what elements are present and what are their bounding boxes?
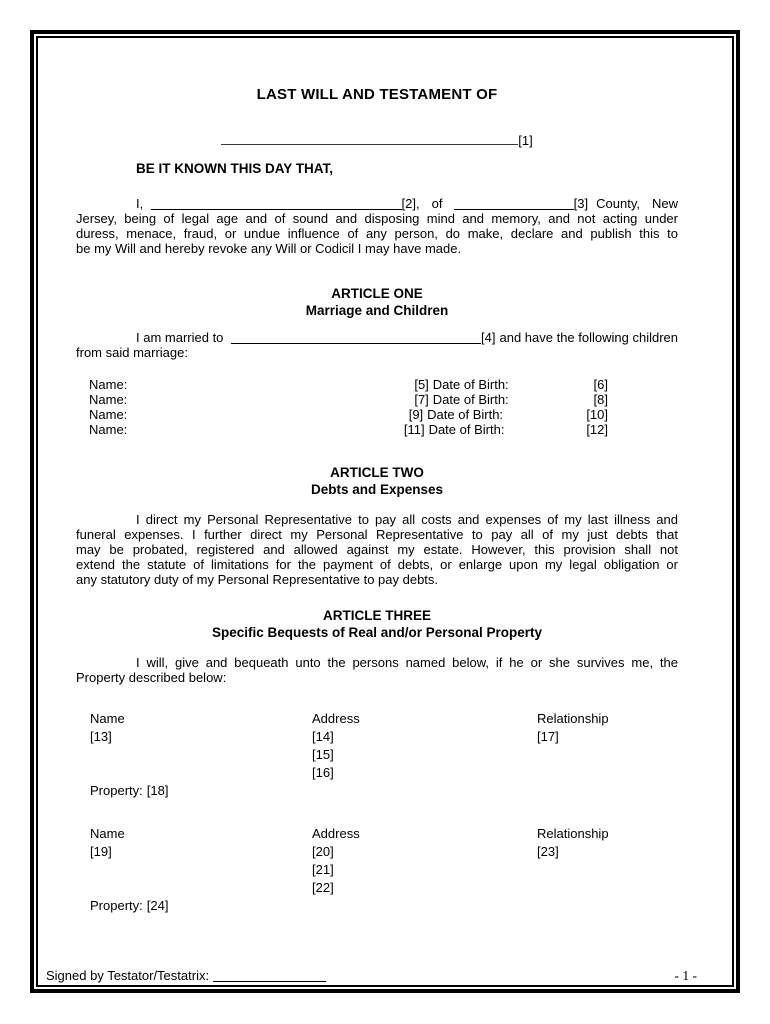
field-ref-11: [11] [403,422,425,437]
article-two-heading: ARTICLE TWO [330,465,424,480]
blank-line-4 [231,331,481,344]
field-ref-20: [20] [312,844,334,859]
field-ref-5: [5] [414,377,429,392]
bequest1-name-column [90,710,312,782]
article-three-subheading: Specific Bequests of Real and/or Personal Property [211,625,543,640]
field-ref-3: [3] [573,196,589,211]
bequest1-property-line [90,782,678,800]
marriage-tail: and have the following children [499,330,678,345]
debts-line-5: any statutory duty of my Personal Representative to pay debts. [76,572,439,587]
field-ref-6: [6] [593,377,608,392]
article-one-subheading: Marriage and Children [305,303,449,318]
bequest2-property-line [90,897,678,915]
signature-blank-line [213,969,326,982]
child-name-label: Name: [89,377,128,392]
field-ref-21: [21] [312,862,334,877]
child-row [89,392,608,407]
child-name-label: Name: [89,407,128,422]
bequest-table-2 [90,825,678,897]
child-row [89,422,608,437]
page-outer-border [30,30,740,993]
field-ref-19: [19] [90,844,112,859]
intro-paragraph [76,195,678,256]
field-ref-4: [4] [481,330,496,345]
field-ref-15: [15] [312,747,334,762]
field-ref-22: [22] [312,880,334,895]
name-column-header: Name [90,711,125,726]
blank-line-3 [454,197,573,210]
intro-state: New [651,196,678,211]
bequest-intro-paragraph [76,655,678,685]
field-ref-16: [16] [312,765,334,780]
intro-line-4: be my Will and hereby revoke any Will or Codicil I may have made. [76,241,462,256]
bequest2-relationship-column [537,825,678,897]
document-content [38,38,732,915]
article-three-heading-block [76,607,678,641]
address-column-header: Address [312,711,360,726]
article-one-heading: ARTICLE ONE [331,286,423,301]
intro-line-2: Jersey, being of legal age and of sound and disposing mind and memory, and not acting under [76,211,678,226]
child-row [89,377,608,392]
intro-line-1 [76,195,678,211]
marriage-line-2: from said marriage: [76,345,188,360]
field-ref-1: [1] [518,133,533,148]
child-dob-label: Date of Birth: [427,407,504,422]
bequest-intro-line-2: Property described below: [76,670,227,685]
intro-line-3: duress, menace, fraud, or undue influence of any person, do make, declare and publish this to [76,226,678,241]
article-two-heading-block [76,464,678,498]
property-label: Property: [90,898,143,913]
bequest-table-1 [90,710,678,782]
child-row [89,407,608,422]
bequest2-name-column [90,825,312,897]
bequest1-relationship-column [537,710,678,782]
intro-lead: I, [136,196,144,211]
field-ref-10: [10] [586,407,608,422]
debts-paragraph [76,512,678,587]
bequest2-address-column [312,825,537,897]
debts-line-2: funeral expenses. I further direct my Personal Representative to pay all of my just debts that [76,527,678,542]
address-column-header: Address [312,826,360,841]
bequest-intro-line-1: I will, give and bequeath unto the persons named below, if he or she survives me, the [136,655,678,670]
child-dob-label: Date of Birth: [428,422,505,437]
field-ref-24: [24] [146,898,169,913]
document-title: LAST WILL AND TESTAMENT OF [256,86,498,103]
name-column-header: Name [90,826,125,841]
article-two-subheading: Debts and Expenses [310,482,444,497]
marriage-paragraph [76,329,678,360]
field-ref-2: [2], [401,196,420,211]
bequest1-address-column [312,710,537,782]
debts-line-1: I direct my Personal Representative to pay all costs and expenses of my last illness and [136,512,678,527]
field-ref-14: [14] [312,729,334,744]
child-dob-label: Date of Birth: [432,377,509,392]
children-list [89,377,608,437]
field-ref-12: [12] [586,422,608,437]
property-label: Property: [90,783,143,798]
article-three-heading: ARTICLE THREE [323,608,431,623]
testator-name-blank-row [76,132,678,148]
blank-line-2 [151,197,401,210]
testator-name-blank-line [221,132,518,145]
debts-line-3: may be probated, registered and allowed against my estate. However, this provision shall not [76,542,678,557]
signed-by-label: Signed by Testator/Testatrix: [46,968,210,983]
page-number: - 1 - [674,968,697,983]
marriage-lead: I am married to [136,330,224,345]
child-dob-label: Date of Birth: [432,392,509,407]
page-footer [46,967,697,983]
be-it-known-heading: BE IT KNOWN THIS DAY THAT, [136,161,334,176]
field-ref-13: [13] [90,729,112,744]
page-inner-border [36,36,734,987]
child-name-label: Name: [89,422,128,437]
field-ref-18: [18] [146,783,169,798]
marriage-line-1 [76,329,678,345]
child-name-label: Name: [89,392,128,407]
debts-line-4: extend the statute of limitations for the payment of debts, or enlarge upon my legal obligation or [76,557,678,572]
field-ref-7: [7] [414,392,429,407]
intro-of: of [431,196,443,211]
intro-county: County, [596,196,640,211]
field-ref-17: [17] [537,729,559,744]
relationship-column-header: Relationship [537,711,609,726]
article-one-heading-block [76,285,678,319]
field-ref-9: [9] [408,407,424,422]
relationship-column-header: Relationship [537,826,609,841]
field-ref-8: [8] [593,392,608,407]
field-ref-23: [23] [537,844,559,859]
